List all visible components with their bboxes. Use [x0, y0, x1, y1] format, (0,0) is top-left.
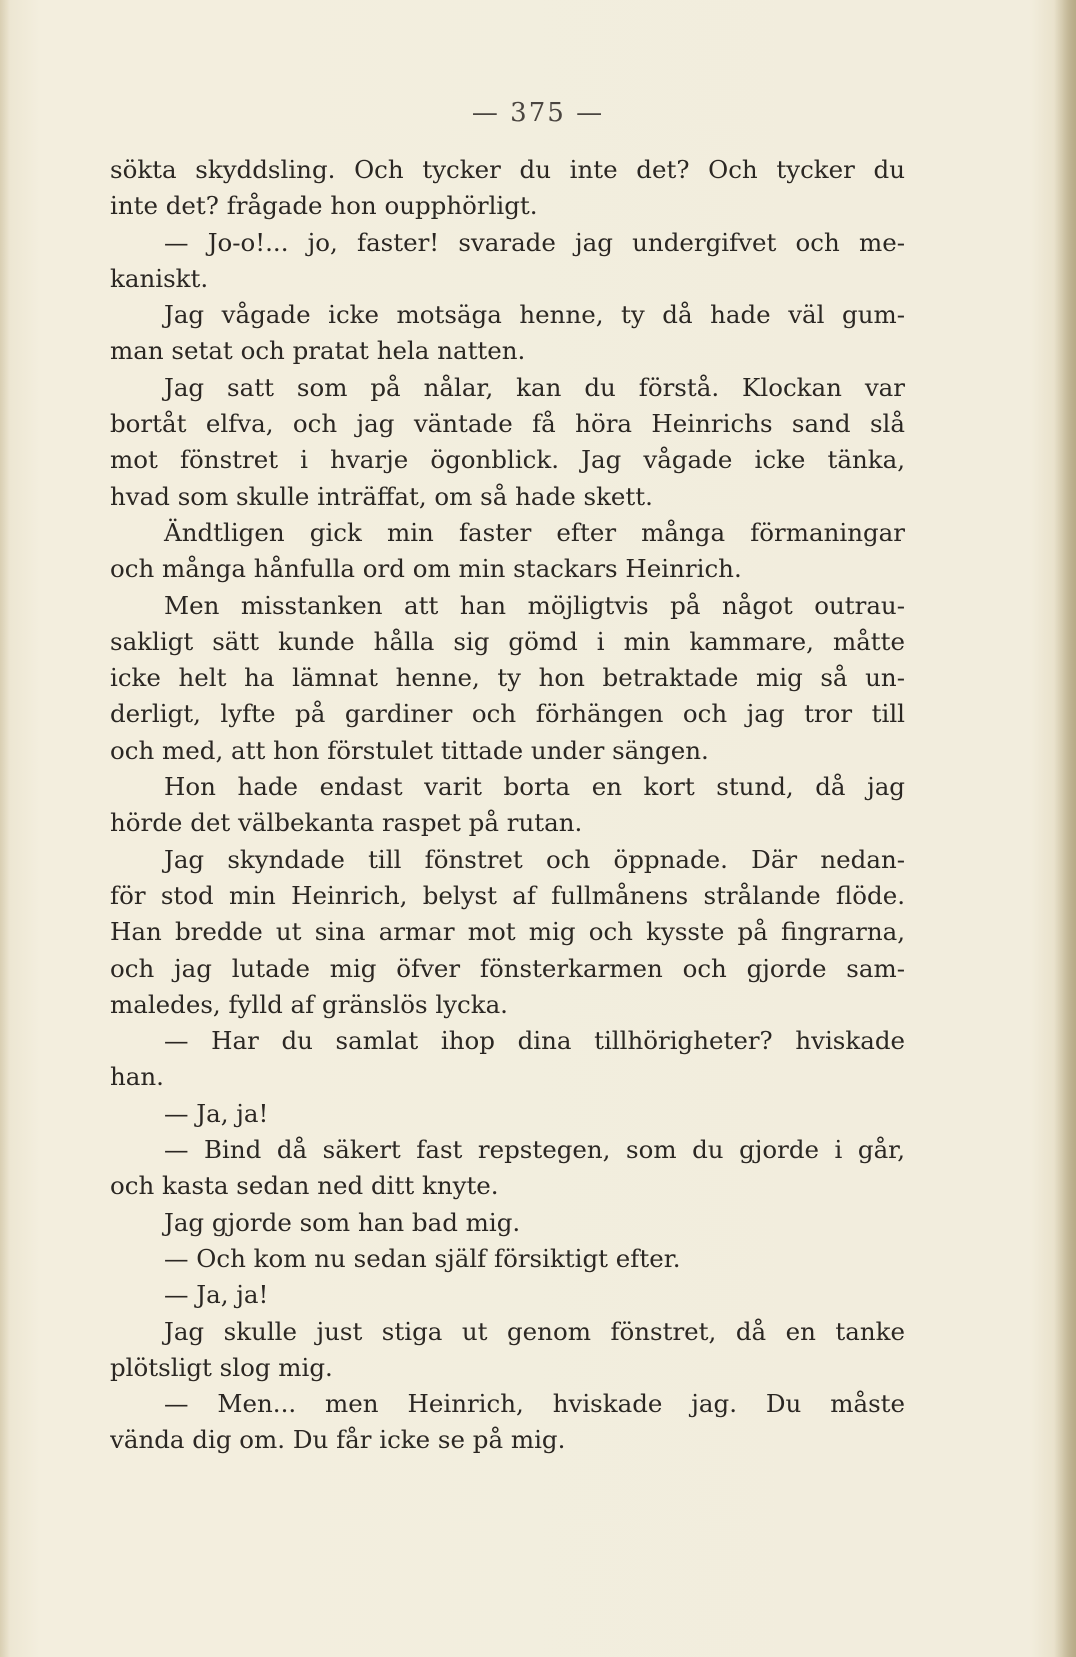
text-line: — Men... men Heinrich, hviskade jag. Du måste — [164, 1389, 905, 1419]
text-line: mot fönstret i hvarje ögonblick. Jag vågade icke tänka, — [110, 445, 905, 475]
text-line: Jag vågade icke motsäga henne, ty då hade väl gum- — [164, 300, 905, 330]
text-line: — Bind då säkert fast repstegen, som du gjorde i går, — [164, 1135, 905, 1165]
text-line: och kasta sedan ned ditt knyte. — [110, 1171, 499, 1201]
text-line: plötsligt slog mig. — [110, 1352, 333, 1382]
page-edge-shadow — [1054, 0, 1076, 1657]
body-text — [110, 152, 905, 1459]
text-line: Jag satt som på nålar, kan du förstå. Klockan var — [164, 372, 905, 402]
text-line: och med, att hon förstulet tittade under sängen. — [110, 735, 709, 765]
text-line: kaniskt. — [110, 263, 209, 293]
text-line: maledes, fylld af gränslös lycka. — [110, 989, 508, 1019]
text-line: hvad som skulle inträffat, om så hade skett. — [110, 481, 653, 511]
text-line: Jag skyndade till fönstret och öppnade. Där nedan- — [164, 844, 905, 874]
text-line: och många hånfulla ord om min stackars Heinrich. — [110, 554, 742, 584]
text-line: sökta skyddsling. Och tycker du inte det? Och tycker du — [110, 155, 905, 184]
text-line: sakligt sätt kunde hålla sig gömd i min kammare, måtte — [110, 626, 905, 656]
text-line: Ändtligen gick min faster efter många förmaningar — [164, 517, 905, 547]
text-line: Jag gjorde som han bad mig. — [164, 1207, 521, 1237]
text-line: Hon hade endast varit borta en kort stund, då jag — [164, 772, 905, 802]
text-line: derligt, lyfte på gardiner och förhängen och jag tror till — [110, 699, 905, 729]
text-line: icke helt ha lämnat henne, ty hon betraktade mig så un- — [110, 663, 905, 693]
text-line: för stod min Heinrich, belyst af fullmånens strålande flöde. — [110, 880, 905, 910]
text-line: — Och kom nu sedan själf försiktigt efter. — [164, 1243, 681, 1273]
text-line: vända dig om. Du får icke se på mig. — [110, 1425, 566, 1455]
text-line: och jag lutade mig öfver fönsterkarmen och gjorde sam- — [110, 953, 905, 983]
text-line: — Jo-o!... jo, faster! svarade jag undergifvet och me- — [164, 227, 905, 257]
text-line: Jag skulle just stiga ut genom fönstret, då en tanke — [164, 1316, 905, 1346]
text-line: han. — [110, 1062, 164, 1092]
text-line: Han bredde ut sina armar mot mig och kysste på fingrarna, — [110, 917, 905, 947]
text-line: — Ja, ja! — [164, 1098, 269, 1128]
text-line: bortåt elfva, och jag väntade få höra Heinrichs sand slå — [110, 409, 905, 439]
text-line: — Ja, ja! — [164, 1280, 269, 1310]
text-line: man setat och pratat hela natten. — [110, 336, 526, 366]
text-line: inte det? frågade hon oupphörligt. — [110, 191, 538, 221]
text-line: — Har du samlat ihop dina tillhörigheter? hviskade — [164, 1026, 905, 1056]
page-number: — 375 — — [471, 98, 605, 128]
text-line: hörde det välbekanta raspet på rutan. — [110, 808, 583, 838]
page-gutter-shadow — [0, 0, 10, 1657]
text-line: Men misstanken att han möjligtvis på något outrau- — [164, 590, 905, 620]
